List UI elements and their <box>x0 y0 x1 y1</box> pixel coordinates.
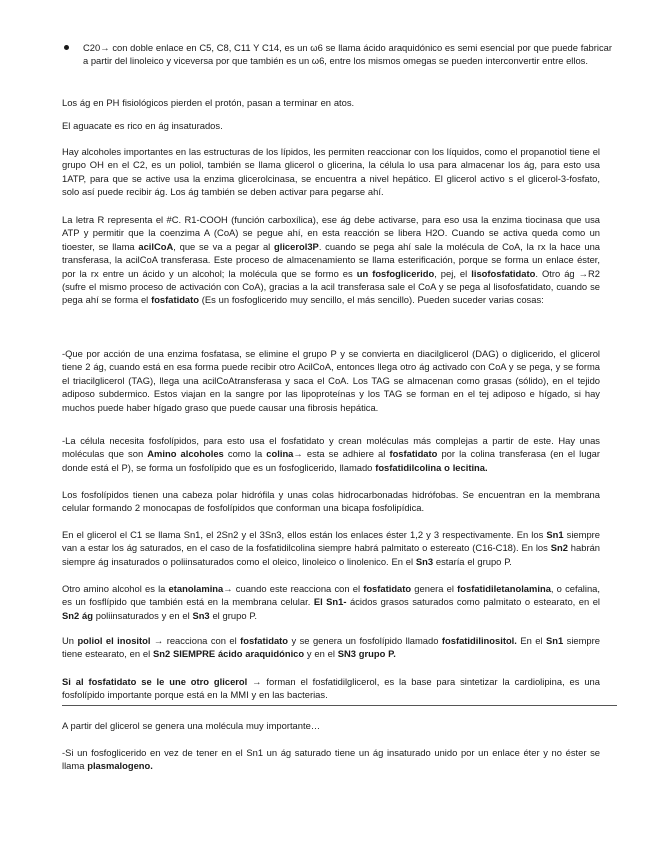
text-run: genera el <box>411 583 458 594</box>
bold-text: poliol el inositol <box>77 635 151 646</box>
text-run: , o cefalina, es un fosflípido que también está en la membrana celular. <box>62 583 600 608</box>
paragraph <box>62 488 600 515</box>
paragraph <box>62 434 600 474</box>
bold-text: Sn3 <box>192 609 210 621</box>
text-run: -Si un fosfoglicerido en vez de tener en el Sn1 un ág saturado tiene un ág insaturado unido por un enlace éter y no éster se llama <box>62 747 600 772</box>
paragraph <box>62 719 600 732</box>
text-run: Los fosfolípidos tienen una cabeza polar hidrófila y unas colas hidrocarbonadas hidrófobas. Se encuentran en la membrana celular formando 2 monocapas de fosfolípidos que conforman una bicapa fosfolipídica. <box>62 489 600 514</box>
bold-text: fosfatidiletanolamina <box>457 583 551 594</box>
text-run: . Otro ág →R2 (sufre el mismo proceso de activación con CoA), gracias a la acil transferasa sale el CoA y se pega al lisofosfatidato, cuando se pega ahí se forma el <box>62 267 600 306</box>
text-run: La letra R representa el #C. R1-COOH (función carboxílica), ese ág debe activarse, para eso usa la enzima tiocinasa que usa ATP y permitir que la coenzima A (CoA) se pegue ahí, en esta reacción se libera H2O. Cuando se activa queda como un tioester, se llama <box>62 214 600 252</box>
text-run: . cuando se pega ahí sale la molécula de CoA, la rx la hace una transferasa, la acilCoA transferasa. Este proceso de almacenamiento se llama esterificación, porque se forma un enlace éster, por la rx entre un ácido y un alcohol; la molécula que se formo es <box>62 240 600 279</box>
bold-text: plasmalogeno. <box>87 760 153 772</box>
paragraph <box>62 347 600 414</box>
text-run: cuando este reacciona con el <box>232 583 364 594</box>
bold-text: fosfatidato <box>240 635 289 646</box>
bold-text: Si al fosfatidato se le une otro glicerol → <box>62 676 262 687</box>
text-run: , que se va a pegar al <box>173 240 274 252</box>
bold-text: lisofosfatidato <box>471 267 536 279</box>
text-run: En el glicerol el C1 se llama Sn1, el 2Sn2 y el 3Sn3, ellos están los enlaces éster 1,2 y 3 respectivamente. En los <box>62 529 547 540</box>
text-run: En el <box>516 635 546 646</box>
text-run: , pej, el <box>434 267 472 279</box>
paragraph <box>62 528 600 568</box>
paragraph <box>62 145 600 199</box>
bullet-text: C20→ con doble enlace en C5, C8, C11 Y C14, es un ω6 se llama ácido araquidónico es semi esencial por que puede fabricar a partir del linoleico y viceversa por que también es un ω6, entre los mismos omegas se pueden interconvertir entre ellos. <box>83 42 612 67</box>
bold-text: fosfatidato <box>151 294 199 306</box>
text-run: ácidos grasos saturados como palmitato o estearato, en el <box>346 596 601 608</box>
text-run: habrán siempre ág insaturados o poliinsaturados como el oleico, linoleico o linolenico. En el <box>62 542 601 567</box>
text-run: y en el <box>304 648 338 660</box>
paragraph <box>62 213 600 307</box>
bold-text: fosfatidato <box>363 583 412 594</box>
bold-text: fosfatidilinositol. <box>441 635 517 646</box>
text-run: Hay alcoholes importantes en las estructuras de los lípidos, les permiten reaccionar con los líquidos, como el propanotiol tiene el grupo OH en el C2, es un poliol, también se llama glicerol o glicerina, la célula lo usa para almacenar los ág, para esto usa 1ATP, para que se active usa la enzima glicerolcinasa, se encuentra a nivel hepático. El glicerol activo s el glicerol-3-fosfato, solo así puede recibir ág. Los ág también se deben activar para pegarse ahí. <box>62 146 600 198</box>
bold-text: colina→ <box>266 448 303 460</box>
bold-text: Sn2 SIEMPRE ácido araquidónico <box>152 648 305 660</box>
text-run: poliinsaturados y en el <box>92 609 193 621</box>
text-run: -La célula necesita fosfolípidos, para esto usa el fosfatidato y crean moléculas más complejas a partir de este. Hay unas moléculas que son <box>62 435 600 460</box>
bold-text: un fosfoglicerido <box>356 267 435 279</box>
text-run: → reacciona con el <box>150 635 241 646</box>
text-run: El aguacate es rico en ág insaturados. <box>62 120 223 131</box>
text-run: esta se adhiere al <box>302 448 390 460</box>
bold-text: El Sn1- <box>313 596 347 608</box>
text-run: el grupo P. <box>209 609 257 621</box>
text-run: siempre tiene estearato, en el <box>62 635 600 660</box>
bold-text: etanolamina→ <box>168 583 233 594</box>
bold-text: Sn1 <box>545 635 564 646</box>
text-run: como la <box>223 448 267 460</box>
text-run: por la colina transferasa (en el lugar donde está el P), se forma un fosfolípido que es un fosfoglicerido, llamado <box>62 448 600 473</box>
paragraph <box>62 119 600 132</box>
bold-text: fosfatidilcolina o lecitina. <box>375 461 488 473</box>
bold-text: acilCoA <box>138 240 174 252</box>
text-run: (Es un fosfoglicerido muy sencillo, el más sencillo). Pueden suceder varias cosas: <box>199 294 544 306</box>
text-run: siempre van a estar los ág saturados, en el caso de la fosfatidilcolina siempre habrá palmitato o estereato (C16-C18). En los <box>62 529 600 554</box>
bold-text: fosfatidato <box>389 448 438 460</box>
paragraph <box>62 582 600 622</box>
paragraph <box>62 746 600 773</box>
bold-text: Sn2 <box>550 542 568 554</box>
text-run: A partir del glicerol se genera una molécula muy importante… <box>62 720 321 731</box>
text-run: y se genera un fosfolípido llamado <box>288 635 442 646</box>
bold-text: Sn2 ág <box>62 609 93 621</box>
text-run: Un <box>62 635 78 646</box>
bold-text: Amino alcoholes <box>147 448 224 460</box>
bold-text: Sn1 <box>546 529 564 540</box>
bold-text: glicerol3P <box>274 240 319 252</box>
text-run: forman el fosfatidilglicerol, es la base para sintetizar la cardiolipina, es una fosfolípido importante porque está en la MMI y en las bacterias. <box>62 676 600 701</box>
bold-text: SN3 grupo P. <box>337 648 396 660</box>
text-run: Los ág en PH fisiológicos pierden el protón, pasan a terminar en atos. <box>62 97 355 108</box>
text-run: -Que por acción de una enzima fosfatasa, se elimine el grupo P y se convierta en diacilglicerol (DAG) o diglicerido, el glicerol tiene 2 ág, cuando está en esa forma puede recibir otro AcilCoA, entonces llega otro ág activado con CoA y se pega, y se forma el triacilglicerol (TAG), llega una acilCoAtransferasa y saca el CoA. Los TAG se almacenan como grasas (sólido), en el tejido adiposo subdermico. Estos viajan en la sangre por las lipoproteínas y los TAG se forman en el tej adiposo e hígado, si hay muchos puede haber hígado graso que puede causar una fibrosis hepática. <box>62 348 600 413</box>
bullet-dot-icon <box>64 45 69 50</box>
paragraph <box>62 675 600 702</box>
paragraph <box>62 96 600 109</box>
bullet-item <box>62 41 612 68</box>
bold-text: Sn3 <box>415 555 434 567</box>
text-run: estaría el grupo P. <box>433 555 512 567</box>
text-run: Otro amino alcohol es la <box>62 583 169 594</box>
horizontal-rule <box>62 705 617 706</box>
paragraph <box>62 634 600 661</box>
